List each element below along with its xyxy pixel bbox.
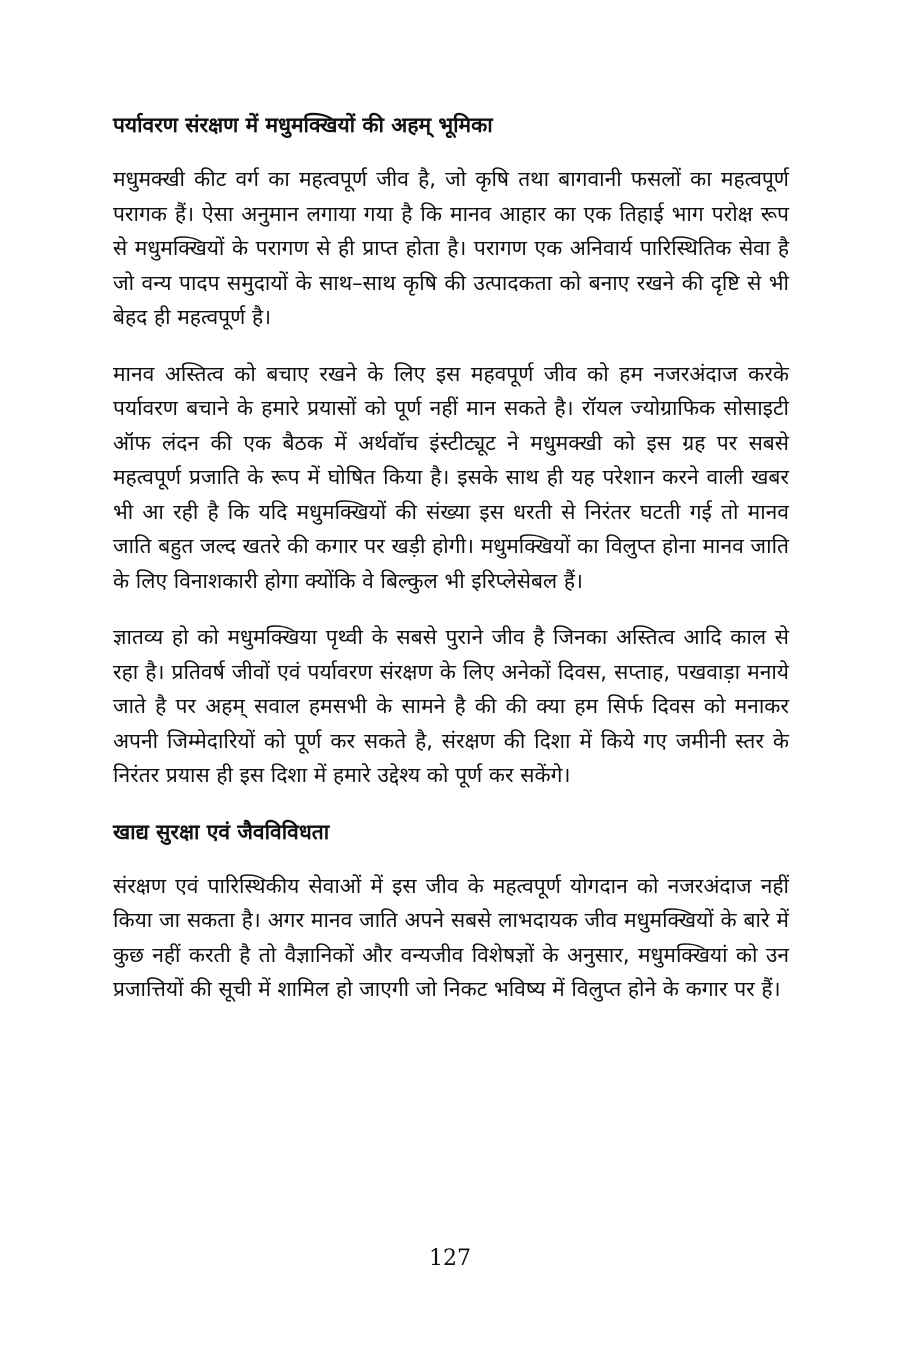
page-content: [113, 108, 789, 1029]
paragraph-human-existence: मानव अस्तित्व को बचाए रखने के लिए इस महवपूर्ण जीव को हम नजरअंदाज करके पर्यावरण बचाने के हमारे प्रयासों को पूर्ण नहीं मान सकते है। रॉयल ज्योग्राफिक सोसाइटी ऑफ लंदन की एक बैठक में अर्थवॉच इंस्टीट्यूट ने मधुमक्खी को इस ग्रह पर सबसे महत्वपूर्ण प्रजाति के रूप में घोषित किया है। इसके साथ ही यह परेशान करने वाली खबर भी आ रही है कि यदि मधुमक्खियों की संख्या इस धरती से निरंतर घटती गई तो मानव जाति बहुत जल्द खतरे की कगार पर खड़ी होगी। मधुमक्खियों का विलुप्त होना मानव जाति के लिए विनाशकारी होगा क्योंकि वे बिल्कुल भी इरिप्लेसेबल हैं।: [113, 361, 789, 593]
section-heading-food-security: खाद्य सुरक्षा एवं जैवविविधता: [113, 819, 330, 844]
paragraph-bee-pollinator: मधुमक्खी कीट वर्ग का महत्वपूर्ण जीव है, जो कृषि तथा बागवानी फसलों का महत्वपूर्ण परागक हैं। ऐसा अनुमान लगाया गया है कि मानव आहार का एक तिहाई भाग परोक्ष रूप से मधुमक्खियों के परागण से ही प्राप्त होता है। परागण एक अनिवार्य पारिस्थितिक सेवा है जो वन्य पादप समुदायों के साथ–साथ कृषि की उत्पादकता को बनाए रखने की दृष्टि से भी बेहद ही महत्वपूर्ण है।: [113, 167, 789, 329]
paragraph-oldest-creatures: ज्ञातव्य हो को मधुमक्खिया पृथ्वी के सबसे पुराने जीव है जिनका अस्तित्व आदि काल से रहा है। प्रतिवर्ष जीवों एवं पर्यावरण संरक्षण के लिए अनेकों दिवस, सप्ताह, पखवाड़ा मनाये जाते है पर अहम् सवाल हमसभी के सामने है की की क्या हम सिर्फ दिवस को मनाकर अपनी जिम्मेदारियों को पूर्ण कर सकते है, संरक्षण की दिशा में किये गए जमीनी स्तर के निरंतर प्रयास ही इस दिशा में हमारे उद्देश्य को पूर्ण कर सकेंगे।: [113, 625, 789, 787]
paragraph-conservation-services: संरक्षण एवं पारिस्थिकीय सेवाओं में इस जीव के महत्वपूर्ण योगदान को नजरअंदाज नहीं किया जा सकता है। अगर मानव जाति अपने सबसे लाभदायक जीव मधुमक्खियों के बारे में कुछ नहीं करती है तो वैज्ञानिकों और वन्यजीव विशेषज्ञों के अनुसार, मधुमक्खियां को उन प्रजात्तियों की सूची में शामिल हो जाएगी जो निकट भविष्य में विलुप्त होने के कगार पर हैं।: [113, 873, 789, 1001]
page-number: 127: [429, 1246, 471, 1271]
section-heading-environment: पर्यावरण संरक्षण में मधुमक्खियों की अहम् भूमिका: [113, 113, 493, 137]
